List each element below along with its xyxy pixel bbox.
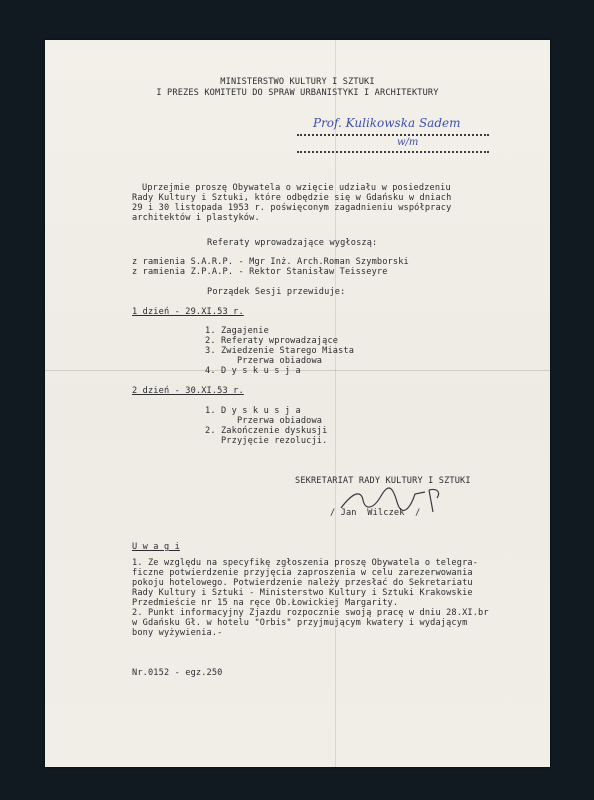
referaty-heading: Referaty wprowadzające wygłoszą: [207, 238, 378, 248]
referat-1: z ramienia S.A.R.P. - Mgr Inż. Arch.Roman Szymborski [132, 257, 409, 267]
intro-line-3: 29 i 30 listopada 1953 r. poświęconym zagadnieniu współpracy [132, 203, 452, 213]
addressee-dotted-line-2 [297, 151, 489, 153]
intro-line-2: Rady Kultury i Sztuki, które odbędzie się w Gdańsku w dniach [132, 193, 452, 203]
fold-line-vertical [335, 40, 336, 767]
uwagi-line: bony wyżywienia.- [132, 628, 223, 638]
day2-item: Przyjęcie rezolucji. [205, 436, 328, 446]
uwagi-line: ficzne potwierdzenie przyjęcia zaproszenia w celu zarezerwowania [132, 568, 473, 578]
day1-item: Przerwa obiadowa [205, 356, 323, 366]
signature-name: / Jan Wilczek / [330, 508, 421, 518]
addressee-suffix: w/m [397, 137, 419, 148]
uwagi-heading: U w a g i [132, 542, 180, 552]
day1-item: 3. Zwiedzenie Starego Miasta [205, 346, 355, 356]
day2-item: Przerwa obiadowa [205, 416, 323, 426]
addressee-dotted-line-1 [297, 134, 489, 136]
referat-2: z ramienia Z.P.A.P. - Rektor Stanisław Teisseyre [132, 267, 388, 277]
uwagi-line: Rady Kultury i Sztuki - Ministerstwo Kultury i Sztuki Krakowskie [132, 588, 473, 598]
footer-reference: Nr.0152 - egz.250 [132, 668, 223, 678]
uwagi-line: w Gdańsku Gł. w hotelu "Orbis" przyjmującym kwatery i wydającym [132, 618, 468, 628]
day1-heading: 1 dzień - 29.XI.53 r. [132, 307, 244, 317]
uwagi-line: pokoju hotelowego. Potwierdzenie należy przesłać do Sekretariatu [132, 578, 473, 588]
uwagi-line: 1. Ze względu na specyfikę zgłoszenia proszę Obywatela o telegra- [132, 558, 479, 568]
signature-org: SEKRETARIAT RADY KULTURY I SZTUKI [295, 476, 471, 486]
uwagi-line: 2. Punkt informacyjny Zjazdu rozpocznie swoją pracę w dniu 28.XI.br [132, 608, 489, 618]
day1-item: 1. Zagajenie [205, 326, 269, 336]
header-line-2: I PREZES KOMITETU DO SPRAW URBANISTYKI I ARCHITEKTURY [156, 88, 439, 98]
header-line-1: MINISTERSTWO KULTURY I SZTUKI [220, 77, 375, 87]
intro-line-4: architektów i plastyków. [132, 213, 260, 223]
day2-item: 2. Zakończenie dyskusji [205, 426, 328, 436]
uwagi-line: Przedmieście nr 15 na ręce Ob.Łowickiej Margarity. [132, 598, 399, 608]
day2-heading: 2 dzień - 30.XI.53 r. [132, 386, 244, 396]
addressee-handwritten: Prof. Kulikowska Sadem [313, 116, 461, 130]
document-sheet [45, 40, 550, 767]
day2-item: 1. D y s k u s j a [205, 406, 301, 416]
porzadek-heading: Porządek Sesji przewiduje: [207, 287, 346, 297]
day1-item: 2. Referaty wprowadzające [205, 336, 339, 346]
day1-item: 4. D y s k u s j a [205, 366, 301, 376]
intro-line-1: Uprzejmie proszę Obywatela o wzięcie udziału w posiedzeniu [142, 183, 451, 193]
